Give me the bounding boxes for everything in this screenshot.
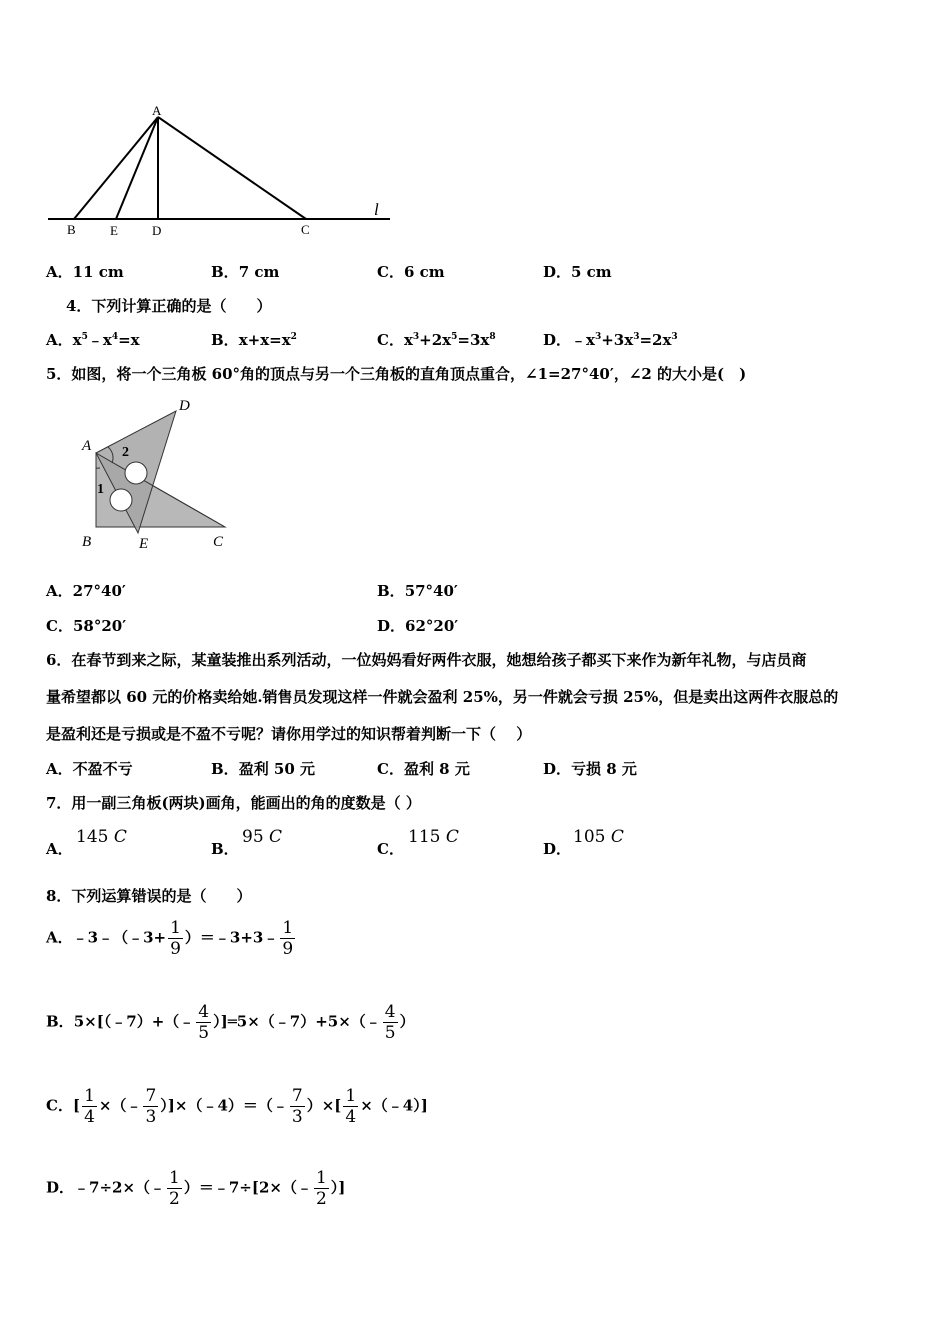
q6-line-3: 是盈利还是亏损或是不盈不亏呢？请你用学过的知识帮着判断一下（ ） xyxy=(46,725,532,743)
label-d: D xyxy=(152,223,162,238)
q6-option-d[interactable]: D．亏损 8 元 xyxy=(543,760,637,778)
q5-option-b[interactable]: B．57°40′ xyxy=(377,582,458,600)
set-square-figure-q5 xyxy=(72,392,242,557)
label-angle-2: 2 xyxy=(122,445,129,460)
label-l: l xyxy=(374,200,379,219)
label-a: A xyxy=(82,438,92,454)
fraction: $\frac{7}{3}$ xyxy=(291,1086,303,1127)
q7-option-c-value[interactable]: 115 C xyxy=(408,827,459,847)
fraction: $\frac{4}{5}$ xyxy=(198,1002,210,1043)
q8-option-c[interactable]: C．[ $\frac{1}{4}$ ×（﹣ $\frac{7}{3}$ ）]×（﹣4）＝（﹣ $\frac{7}{3}$ ）×[ $\frac{1}{4}$ ×（﹣4）] xyxy=(46,1086,428,1127)
q6-line-1: 6．在春节到来之际，某童装推出系列活动，一位妈妈看好两件衣服，她想给孩子都买下来作为新年礼物，与店员商 xyxy=(46,651,807,669)
label-c: C xyxy=(301,222,310,237)
q5-option-a[interactable]: A．27°40′ xyxy=(46,582,126,600)
hole-lower xyxy=(110,489,132,511)
label-d: D xyxy=(179,398,190,414)
q3-option-b[interactable]: B．7 cm xyxy=(211,263,280,281)
q8-option-b[interactable]: B．5×[（﹣7）+（﹣ $\frac{4}{5}$ ）]═5×（﹣7）+5×（﹣ $\frac{4}{5}$ ） xyxy=(46,1002,415,1043)
q3-option-a[interactable]: A．11 cm xyxy=(46,263,124,281)
q7-option-d-letter[interactable]: D． xyxy=(543,840,572,858)
q4-option-c[interactable]: C．$x^3+2x^5=3x^8$ xyxy=(377,331,496,349)
q7-stem: 7．用一副三角板(两块)画角，能画出的角的度数是（ ） xyxy=(46,794,421,812)
q8-option-a[interactable]: A．﹣3﹣（﹣3+ $\frac{1}{9}$ ）＝﹣3+3﹣ $\frac{1}{9}$ xyxy=(46,918,294,959)
fraction: $\frac{1}{2}$ xyxy=(169,1168,180,1209)
label-angle-1: 1 xyxy=(97,482,104,497)
label-c: C xyxy=(213,534,224,550)
q5-option-d[interactable]: D．62°20′ xyxy=(377,617,459,635)
fraction: $\frac{1}{4}$ xyxy=(345,1086,357,1127)
q7-option-d-value[interactable]: 105 C xyxy=(573,827,624,847)
q5-option-c[interactable]: C．58°20′ xyxy=(46,617,127,635)
label-e: E xyxy=(110,223,118,238)
label-e: E xyxy=(139,536,149,552)
q6-option-b[interactable]: B．盈利 50 元 xyxy=(211,760,316,778)
fraction: $\frac{1}{9}$ xyxy=(170,918,181,959)
segment-ab xyxy=(74,117,158,219)
fraction: $\frac{1}{4}$ xyxy=(84,1086,95,1127)
fraction: $\frac{1}{2}$ xyxy=(315,1168,327,1209)
hole-upper xyxy=(125,462,147,484)
label-a: A xyxy=(152,103,162,118)
q7-option-a-value[interactable]: 145 C xyxy=(76,827,127,847)
fraction: $\frac{1}{9}$ xyxy=(282,918,294,959)
q4-stem: 4．下列计算正确的是（ ） xyxy=(66,297,272,315)
q4-option-b[interactable]: B．$x+x=x^2$ xyxy=(211,331,297,349)
q5-stem: 5．如图，将一个三角板 60°角的顶点与另一个三角板的直角顶点重合，∠1=27°40′，∠2 的大小是( ) xyxy=(46,365,747,383)
q6-line-2: 量希望都以 60 元的价格卖给她.销售员发现这样一件就会盈利 25%，另一件就会亏损 25%，但是卖出这两件衣服总的 xyxy=(46,688,839,706)
q7-option-b-letter[interactable]: B． xyxy=(211,840,239,858)
label-b: B xyxy=(82,534,92,550)
fraction: $\frac{4}{5}$ xyxy=(384,1002,396,1043)
triangle-figure-q3 xyxy=(40,98,400,243)
q4-option-a[interactable]: A．$x^5﹣x^4=x$ xyxy=(46,331,140,349)
segment-ae xyxy=(116,117,158,219)
q7-option-c-letter[interactable]: C． xyxy=(377,840,404,858)
q8-option-d[interactable]: D．﹣7÷2×（﹣ $\frac{1}{2}$ ）＝﹣7÷[2×（﹣ $\frac{1}{2}$ ）] xyxy=(46,1168,346,1209)
q6-option-c[interactable]: C．盈利 8 元 xyxy=(377,760,470,778)
fraction: $\frac{7}{3}$ xyxy=(145,1086,157,1127)
q3-option-d[interactable]: D．5 cm xyxy=(543,263,612,281)
q8-stem: 8．下列运算错误的是（ ） xyxy=(46,887,252,905)
q7-option-b-value[interactable]: 95 C xyxy=(242,827,283,847)
q3-option-c[interactable]: C．6 cm xyxy=(377,263,445,281)
label-b: B xyxy=(67,222,76,237)
q7-option-a-letter[interactable]: A． xyxy=(46,840,73,858)
segment-ac xyxy=(158,117,306,219)
q4-option-d[interactable]: D．$﹣x^3+3x^3=2x^3$ xyxy=(543,331,678,349)
q6-option-a[interactable]: A．不盈不亏 xyxy=(46,760,133,778)
